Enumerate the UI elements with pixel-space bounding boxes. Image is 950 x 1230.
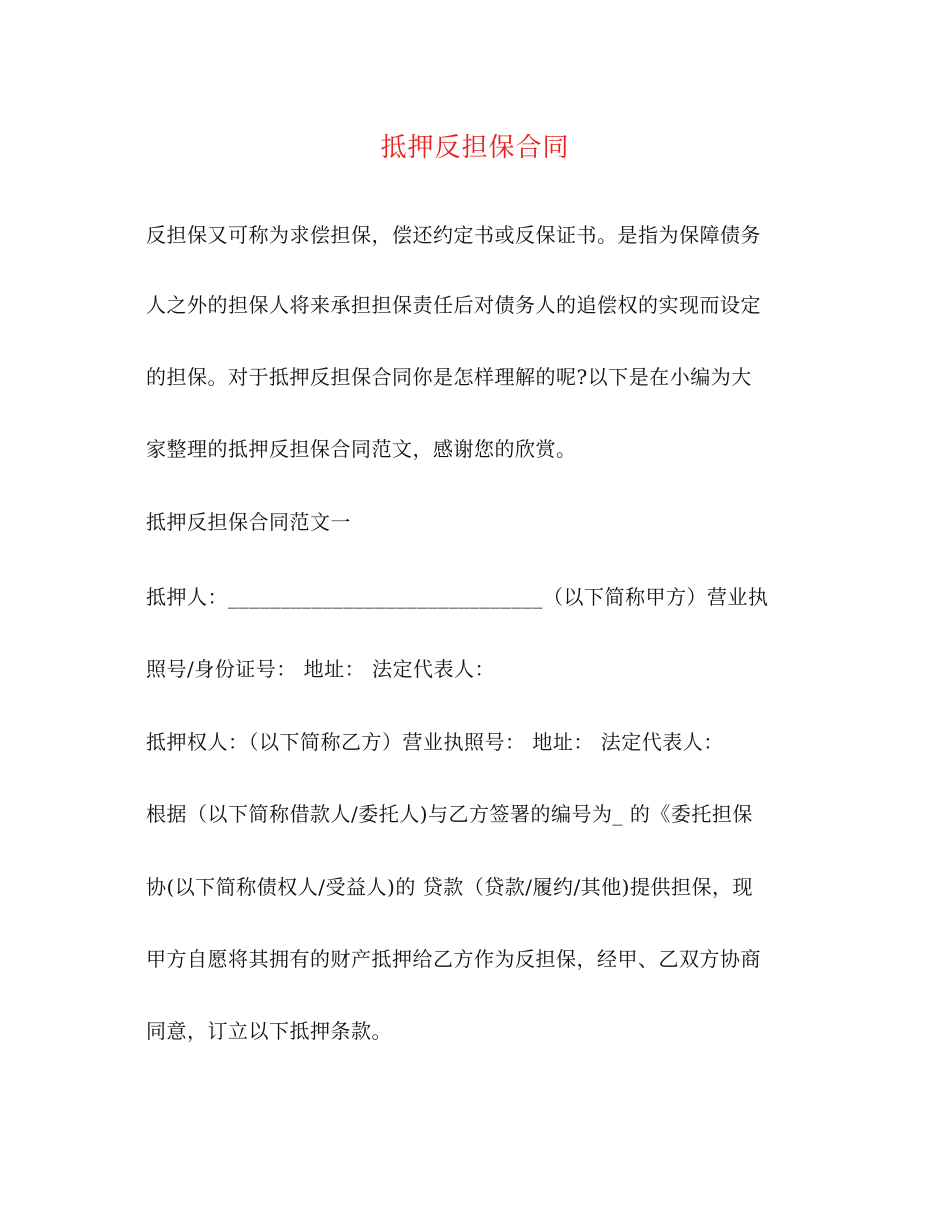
paragraph-line: 甲方自愿将其拥有的财产抵押给乙方作为反担保，经甲、乙双方协商 xyxy=(146,947,761,971)
paragraph-line: 同意，订立以下抵押条款。 xyxy=(146,1019,392,1043)
mortgagee-line: 抵押权人：（以下简称乙方）营业执照号： 地址： 法定代表人： xyxy=(146,730,724,754)
paragraph-line: 根据（以下简称借款人/委托人)与乙方签署的编号为_ 的《委托担保 xyxy=(146,802,753,826)
paragraph-line: 协(以下简称债权人/受益人)的 贷款（贷款/履约/其他)提供担保，现 xyxy=(146,875,753,899)
paragraph-line: 的担保。对于抵押反担保合同你是怎样理解的呢?以下是在小编为大 xyxy=(146,365,752,389)
section-heading: 抵押反担保合同范文一 xyxy=(146,510,351,534)
paragraph-line: 家整理的抵押反担保合同范文，感谢您的欣赏。 xyxy=(146,437,577,461)
paragraph-line: 反担保又可称为求偿担保，偿还约定书或反保证书。是指为保障债务 xyxy=(146,223,761,247)
paragraph-line: 人之外的担保人将来承担担保责任后对债务人的追偿权的实现而设定 xyxy=(146,293,761,317)
document-title: 抵押反担保合同 xyxy=(380,133,570,163)
paragraph-line: 照号/身份证号： 地址： 法定代表人： xyxy=(146,657,495,681)
mortgagor-line: 抵押人：______________________________（以下简称甲方）营业执 xyxy=(146,585,769,609)
